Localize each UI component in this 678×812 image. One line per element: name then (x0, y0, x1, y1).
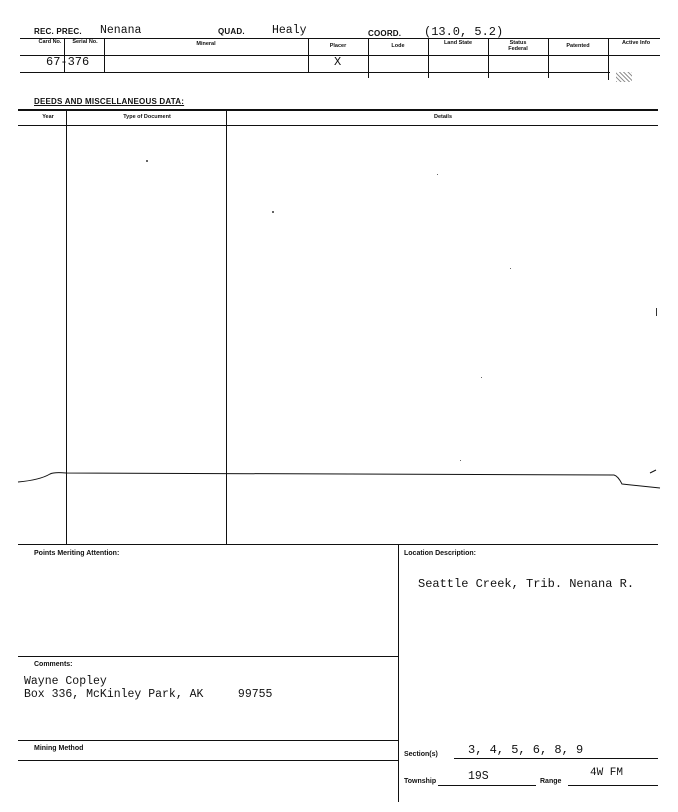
lower-top-line (18, 544, 658, 545)
comments-line-1: Wayne Copley (24, 675, 107, 688)
stamp-mark (616, 72, 632, 82)
comments-line-2: Box 336, McKinley Park, AK 99755 (24, 688, 273, 701)
col-serial-no: Serial No. (72, 39, 98, 45)
deeds-top-line (18, 109, 658, 111)
mining-method-top-line (18, 740, 398, 741)
quad-value: Healy (272, 24, 307, 37)
range-value: 4W FM (590, 767, 624, 779)
col-active-info: Active Info (621, 40, 651, 46)
col-land-state: Land State (443, 40, 473, 46)
col-year: Year (42, 114, 54, 120)
coord-label: COORD. (368, 29, 402, 38)
quad-label: QUAD. (218, 27, 245, 36)
location-description-value: Seattle Creek, Trib. Nenana R. (418, 577, 635, 591)
range-underline (568, 785, 658, 786)
sections-label: Section(s) (404, 751, 438, 758)
col-card-no: Card No. (38, 39, 62, 45)
sections-value: 3, 4, 5, 6, 8, 9 (468, 743, 584, 757)
card-no-value: 67-376 (46, 55, 90, 69)
col-details: Details (433, 114, 453, 120)
fold-line (0, 466, 678, 496)
col-type-of-document: Type of Document (123, 114, 171, 120)
mining-method-label: Mining Method (34, 745, 84, 752)
comments-top-line (18, 656, 398, 657)
deeds-title: DEEDS AND MISCELLANEOUS DATA: (34, 97, 185, 106)
col-lode: Lode (391, 43, 405, 49)
deeds-header-line (18, 125, 658, 126)
col-mineral: Mineral (196, 41, 216, 47)
comments-label: Comments: (34, 661, 73, 668)
rec-prec-value: Nenana (100, 24, 142, 37)
col-placer: Placer (329, 43, 347, 49)
table-row-bottom-line (20, 72, 610, 73)
mining-method-bottom-line (18, 760, 398, 761)
township-underline (438, 785, 536, 786)
sections-underline (454, 758, 658, 759)
rec-prec-label: REC. PREC. (34, 27, 82, 36)
township-label: Township (404, 778, 437, 785)
col-status-federal: Status Federal (508, 40, 528, 52)
township-value: 19S (468, 770, 489, 783)
coord-value: (13.0, 5.2) (424, 25, 504, 39)
lower-center-divider (398, 544, 399, 802)
range-label: Range (540, 778, 562, 785)
placer-value: X (334, 55, 342, 69)
header-bottom-line (20, 38, 660, 39)
col-patented: Patented (566, 43, 590, 49)
points-meriting-attention-label: Points Meriting Attention: (34, 550, 120, 557)
location-description-label: Location Description: (404, 550, 476, 557)
